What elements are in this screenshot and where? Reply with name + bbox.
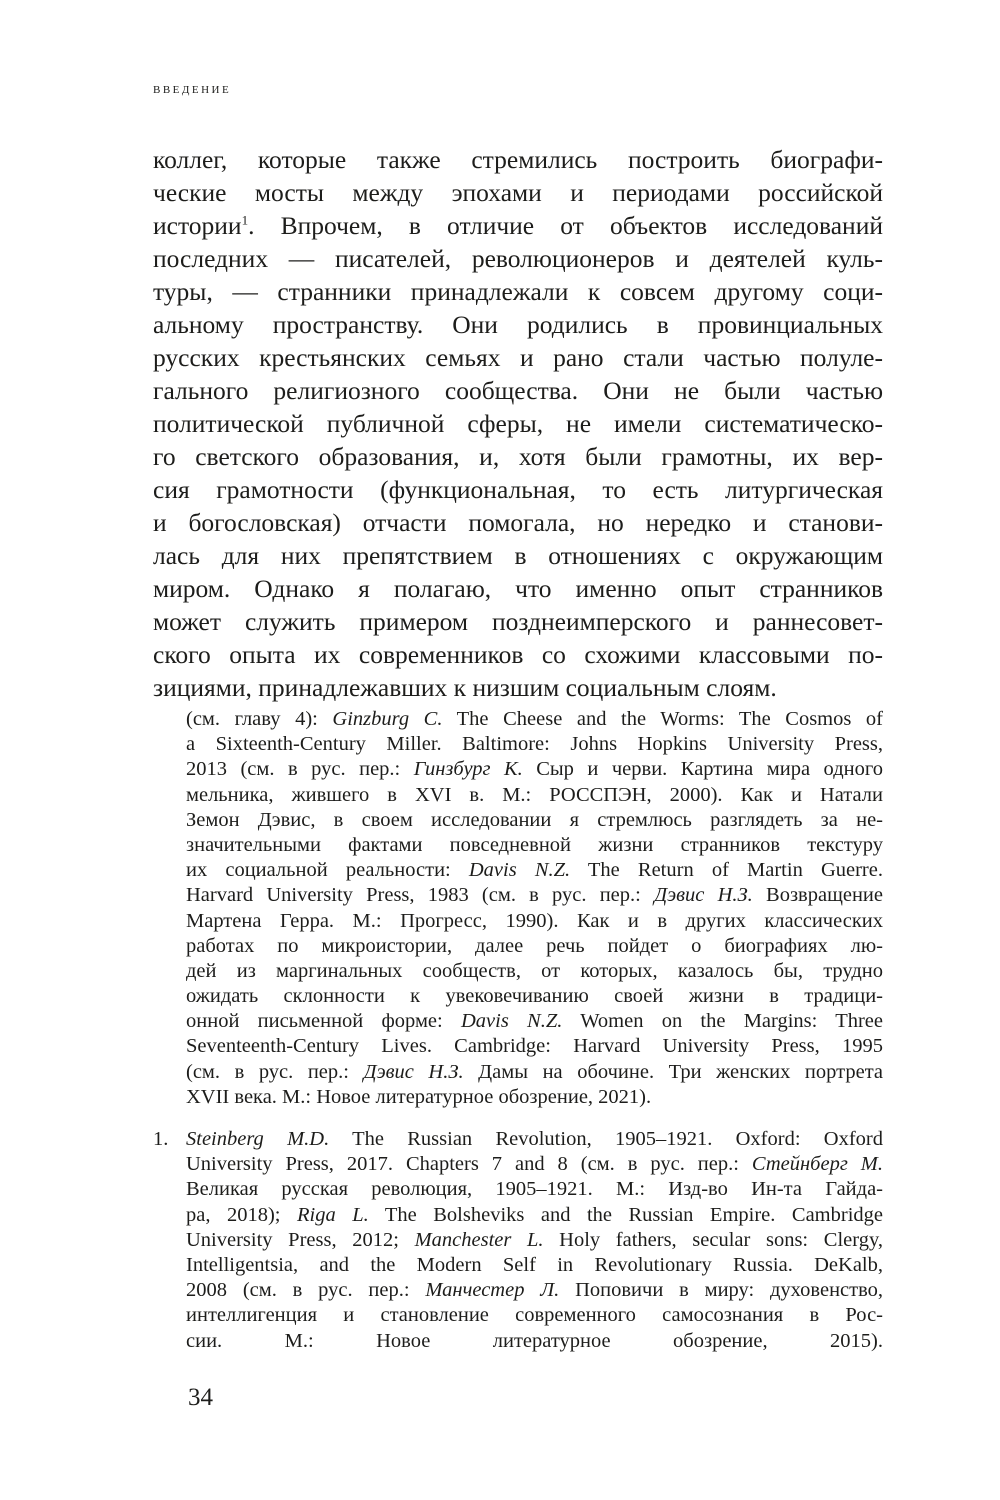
text-span: University Press, 2012;	[186, 1228, 415, 1251]
text-line	[153, 341, 883, 374]
text-span: The Return of Martin Guerre.	[570, 859, 883, 882]
text-span: онной письменной форме:	[186, 1010, 461, 1033]
text-line	[153, 539, 883, 572]
text-line	[153, 572, 883, 605]
text-line	[186, 858, 883, 883]
text-line	[186, 1228, 883, 1253]
text-span: XVII века. М.: Новое литературное обозрение, 2021).	[186, 1085, 652, 1108]
italic-author: Манчестер Л.	[425, 1279, 560, 1302]
text-line	[186, 833, 883, 858]
text-span: истории	[153, 211, 242, 240]
text-line	[186, 1278, 883, 1303]
text-line	[186, 909, 883, 934]
text-line	[186, 1329, 883, 1354]
text-line	[186, 757, 883, 782]
text-span: интеллигенция и становление современного самосознания в Рос-	[186, 1304, 883, 1327]
text-line	[153, 671, 883, 704]
text-span: последних — писателей, революционеров и деятелей куль-	[153, 244, 883, 273]
text-span: The Bolsheviks and the Russian Empire. Cambridge	[368, 1203, 883, 1226]
text-span: Великая русская революция, 1905–1921. М.: Изд-во Ин-та Гайда-	[186, 1178, 883, 1201]
text-span: может служить примером позднеимперского и раннесовет-	[153, 607, 883, 636]
italic-author: Riga L.	[297, 1203, 369, 1226]
text-span: 2013 (см. в рус. пер.:	[186, 758, 414, 781]
text-line	[186, 1034, 883, 1059]
text-line	[186, 1303, 883, 1328]
text-span: Сыр и черви. Картина мира одного	[522, 758, 883, 781]
text-span: их социальной реальности:	[186, 859, 469, 882]
footnote-ref: 1	[241, 212, 249, 228]
footnote-continued	[186, 707, 883, 1110]
text-span: политической публичной сферы, не имели систематическо-	[153, 409, 883, 438]
italic-author: Гинзбург К.	[413, 758, 523, 781]
text-line	[153, 209, 883, 242]
text-span: альному пространству. Они родились в провинциальных	[153, 310, 883, 339]
text-line	[186, 732, 883, 757]
text-span: Women on the Margins: Three	[562, 1010, 884, 1033]
text-line	[153, 506, 883, 539]
italic-author: Стейнберг М.	[751, 1153, 883, 1176]
body-text	[153, 143, 883, 704]
italic-author: Davis N.Z.	[468, 859, 571, 882]
text-line	[186, 959, 883, 984]
text-span: работах по микроистории, далее речь пойдет о биографиях лю-	[186, 934, 883, 957]
text-span: The Russian Revolution, 1905–1921. Oxford: Oxford	[329, 1128, 883, 1150]
italic-author: Дэвис Н.З.	[654, 884, 753, 907]
text-span: коллег, которые также стремились построить биографи-	[153, 145, 883, 174]
text-span: миром. Однако я полагаю, что именно опыт странников	[153, 574, 883, 603]
text-span: дей из маргинальных сообществ, от которых, казалось бы, трудно	[186, 959, 883, 982]
text-line	[186, 1085, 883, 1110]
text-span: ческие мосты между эпохами и периодами российской	[153, 178, 883, 207]
italic-author: Davis N.Z.	[460, 1010, 563, 1033]
text-line	[186, 883, 883, 908]
text-span: туры, — странники принадлежали к совсем другому соци-	[153, 277, 883, 306]
text-span: University Press, 2017. Chapters 7 and 8 (см. в рус. пер.:	[186, 1153, 752, 1176]
italic-author: Ginzburg C.	[332, 708, 443, 730]
text-line	[153, 275, 883, 308]
text-line	[186, 1177, 883, 1202]
text-span: (см. в рус. пер.:	[186, 1060, 364, 1083]
text-line	[186, 1152, 883, 1177]
text-span: . Впрочем, в отличие от объектов исследований	[248, 211, 883, 240]
text-span: Harvard University Press, 1983 (см. в рус. пер.:	[186, 884, 655, 907]
running-header: ВВЕДЕНИЕ	[153, 84, 232, 96]
text-span: сии. М.: Новое литературное обозрение, 2015).	[186, 1329, 883, 1352]
text-span: Intelligentsia, and the Modern Self in Revolutionary Russia. DeKalb,	[186, 1253, 883, 1276]
text-span: значительными фактами повседневной жизни странников текстуру	[186, 833, 883, 856]
italic-author: Steinberg M.D.	[186, 1128, 330, 1150]
text-line	[153, 242, 883, 275]
text-line	[153, 374, 883, 407]
italic-author: Дэвис Н.З.	[363, 1060, 464, 1083]
text-line	[186, 984, 883, 1009]
text-line	[186, 934, 883, 959]
text-span: сия грамотности (функциональная, то есть литургическая	[153, 475, 883, 504]
text-span: зициями, принадлежавших к низшим социальным слоям.	[153, 673, 777, 702]
text-line	[153, 308, 883, 341]
italic-author: Manchester L.	[414, 1228, 544, 1251]
text-span: Мартена Герра. М.: Прогресс, 1990). Как и в других классических	[186, 909, 883, 932]
text-line	[186, 783, 883, 808]
text-line	[153, 440, 883, 473]
text-line	[186, 1009, 883, 1034]
text-span: Seventeenth-Century Lives. Cambridge: Harvard University Press, 1995	[186, 1035, 883, 1058]
text-span: русских крестьянских семьях и рано стали частью полуле-	[153, 343, 883, 372]
text-span: лась для них препятствием в отношениях с окружающим	[153, 541, 883, 570]
text-line	[153, 605, 883, 638]
text-line	[186, 1060, 883, 1085]
text-span: (см. главу 4):	[186, 708, 333, 730]
text-span: Поповичи в миру: духовенство,	[559, 1279, 884, 1302]
page-number: 34	[188, 1384, 213, 1411]
text-span: Возвращение	[752, 884, 883, 907]
text-line	[186, 707, 883, 732]
text-line	[153, 407, 883, 440]
text-line	[186, 1203, 883, 1228]
text-span: 2008 (см. в рус. пер.:	[186, 1279, 426, 1302]
text-span: мельника, жившего в XVI в. М.: РОССПЭН, 2000). Как и Натали	[186, 783, 883, 806]
text-span: Дамы на обочине. Три женских портрета	[463, 1060, 884, 1083]
text-line	[153, 473, 883, 506]
text-line	[153, 176, 883, 209]
text-span: го светского образования, и, хотя были грамотны, их вер-	[153, 442, 883, 471]
text-span: гального религиозного сообщества. Они не были частью	[153, 376, 883, 405]
text-line	[186, 1253, 883, 1278]
footnote-1	[186, 1127, 883, 1354]
text-span: a Sixteenth-Century Miller. Baltimore: Johns Hopkins University Press,	[186, 733, 883, 756]
text-span: и богословская) отчасти помогала, но нередко и станови-	[153, 508, 883, 537]
text-line	[153, 638, 883, 671]
text-line	[186, 1127, 883, 1152]
text-span: Земон Дэвис, в своем исследовании я стремлюсь разглядеть за не-	[186, 808, 883, 831]
text-span: ожидать склонности к увековечиванию своей жизни в традици-	[186, 985, 883, 1008]
footnote-number: 1.	[153, 1128, 169, 1150]
text-span: ского опыта их современников со схожими классовыми по-	[153, 640, 883, 669]
text-line	[186, 808, 883, 833]
text-span: Holy fathers, secular sons: Clergy,	[543, 1228, 883, 1251]
text-span: ра, 2018);	[186, 1203, 297, 1226]
text-line	[153, 143, 883, 176]
text-span: The Cheese and the Worms: The Cosmos of	[442, 708, 883, 730]
